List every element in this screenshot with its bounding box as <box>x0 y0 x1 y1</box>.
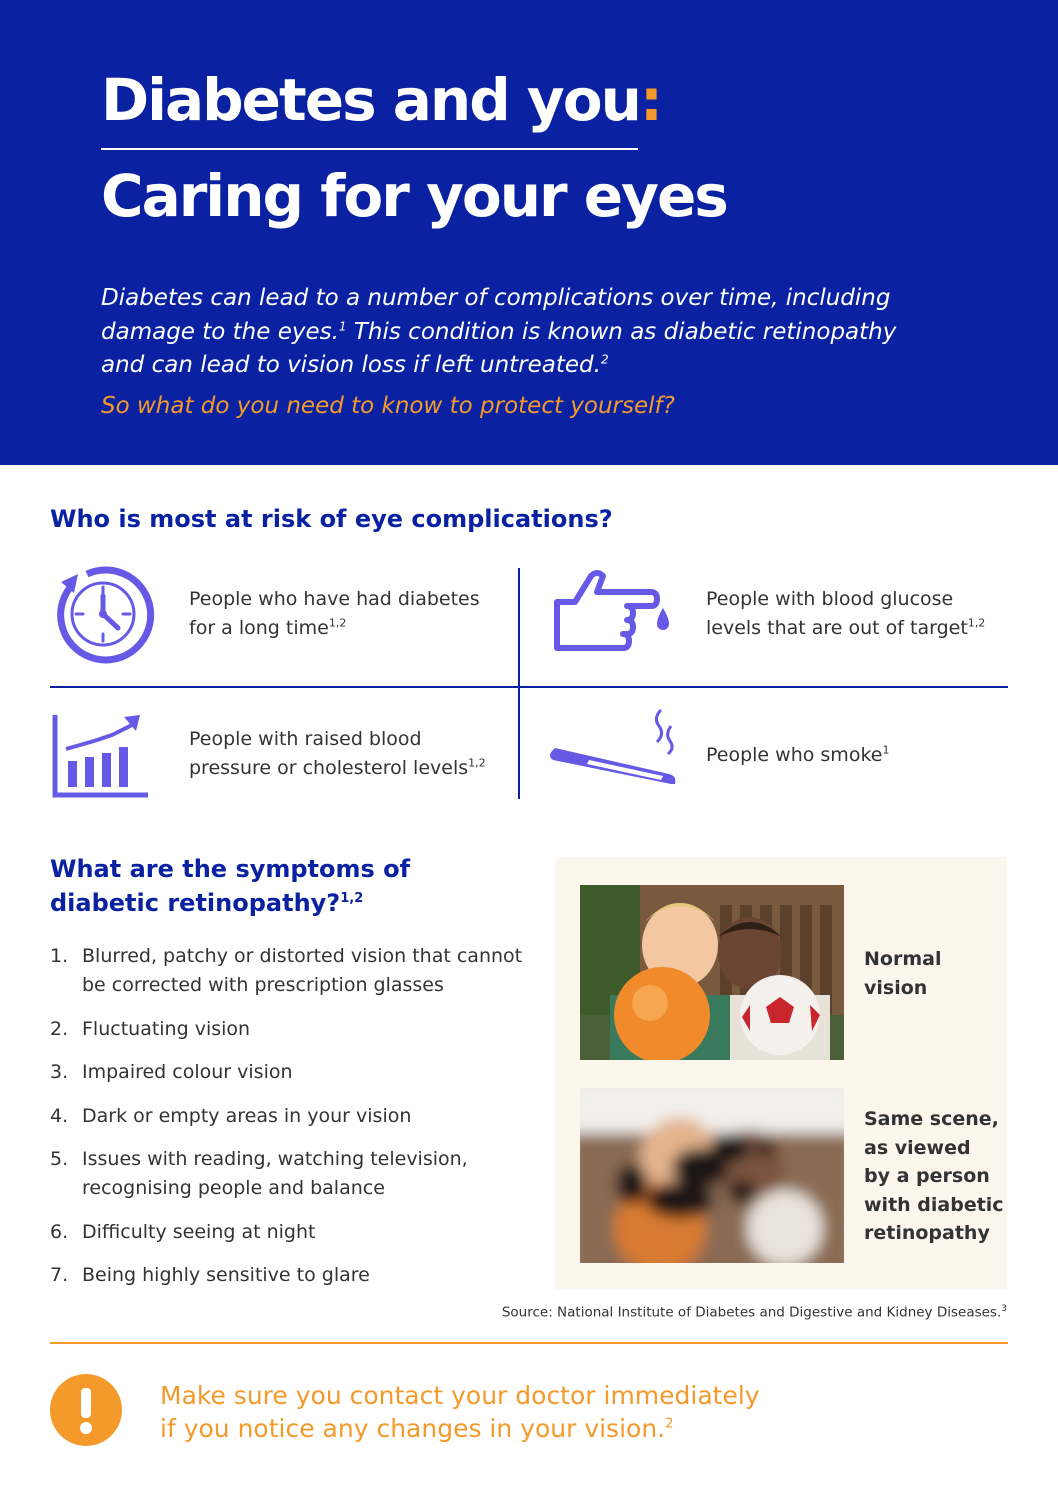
normal-vision-caption: Normal vision <box>864 948 942 999</box>
list-item: 5. Issues with reading, watching television, recognising people and balance <box>50 1148 468 1199</box>
list-item: 7. Being highly sensitive to glare <box>50 1264 370 1286</box>
title-divider <box>101 148 638 150</box>
finger-blood-drop-icon <box>553 568 673 660</box>
exclamation-icon <box>50 1374 122 1446</box>
alert-message: Make sure you contact your doctor immediately if you notice any changes in your vision.$^2$ <box>160 1381 760 1443</box>
risk-item-blood-pressure: People with raised blood pressure or cholesterol levels$^{1,2}$ <box>189 728 486 779</box>
grid-divider-horizontal <box>50 686 1008 688</box>
impaired-vision-photo <box>580 1088 844 1263</box>
list-item: 1. Blurred, patchy or distorted vision that cannot be corrected with prescription glasses <box>50 945 523 996</box>
alert-divider <box>50 1342 1008 1344</box>
symptoms-list <box>50 942 530 1305</box>
risk-item-duration: People who have had diabetes for a long time$^{1,2}$ <box>189 588 480 639</box>
intro-paragraph: Diabetes can lead to a number of complications over time, including damage to the eyes.$^1$ This condition is known as diabetic retinopathy and can lead to vision loss if left untreated.$^2$ <box>101 285 897 378</box>
normal-vision-photo <box>580 885 844 1060</box>
list-item: 6. Difficulty seeing at night <box>50 1220 316 1243</box>
list-item: 2. Fluctuating vision <box>50 1017 251 1040</box>
risk-heading: Who is most at risk of eye complications? <box>50 505 613 533</box>
cigarette-icon <box>549 708 683 788</box>
source-citation: Source: National Institute of Diabetes and Digestive and Kidney Diseases.$^3$ <box>501 1304 1007 1321</box>
risk-item-glucose: People with blood glucose levels that are out of target$^{1,2}$ <box>706 588 986 639</box>
page-subtitle: Caring for your eyes <box>101 162 727 230</box>
clock-icon <box>50 562 156 666</box>
intro-question: So what do you need to know to protect yourself? <box>101 393 675 419</box>
list-item: 3. Impaired colour vision <box>50 1061 293 1083</box>
page-title: Diabetes and you: <box>101 66 662 134</box>
title-colon: : <box>639 66 662 134</box>
header-banner <box>0 0 1058 465</box>
symptoms-heading: What are the symptoms of diabetic retinopathy?$^{1,2}$ <box>50 855 411 917</box>
risk-item-smoking: People who smoke$^1$ <box>706 743 890 766</box>
list-item: 4. Dark or empty areas in your vision <box>50 1104 412 1127</box>
rising-bar-chart-icon <box>52 713 152 799</box>
impaired-vision-caption: Same scene, as viewed by a person with diabetic retinopathy <box>864 1108 1004 1244</box>
grid-divider-vertical <box>518 568 520 799</box>
